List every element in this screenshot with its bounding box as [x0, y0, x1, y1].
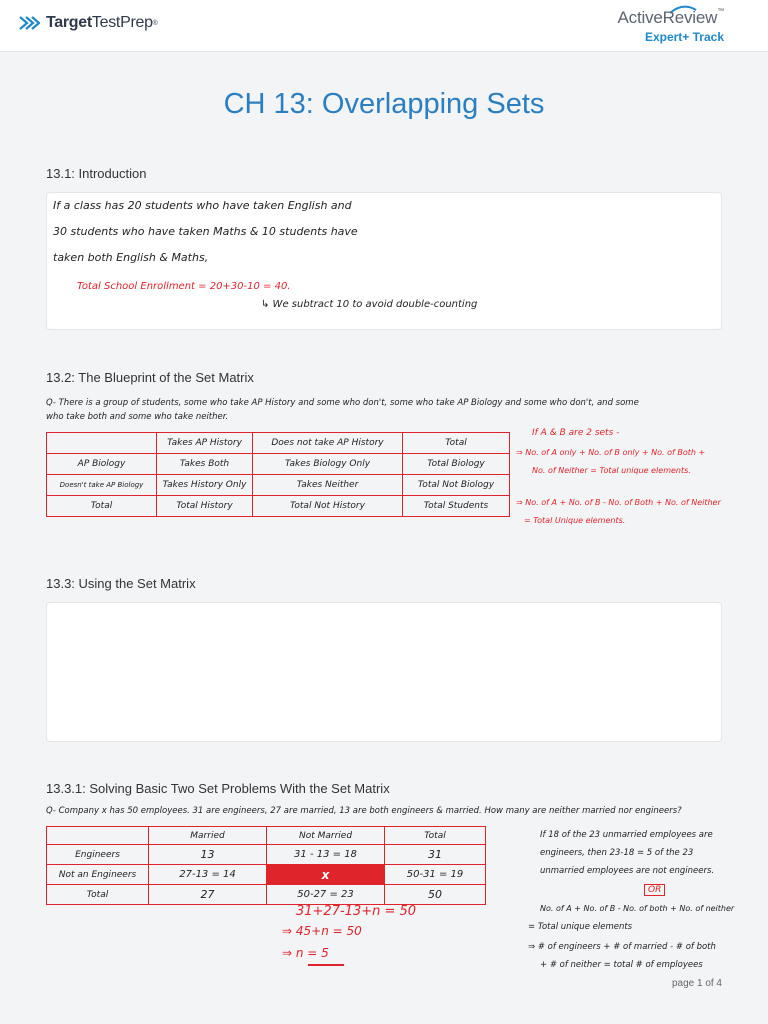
page-title: CH 13: Overlapping Sets	[223, 88, 545, 120]
table-cell: Not an Engineers	[47, 865, 149, 885]
problem-question: Q- Company x has 50 employees. 31 are engineers, 27 are married, 13 are both engineers & married. How many are neither married nor engineers?	[46, 806, 682, 816]
blueprint-question-cont: who take both and some who take neither.	[46, 412, 229, 422]
answer-underline	[308, 964, 344, 966]
target-testprep-logo[interactable]	[18, 14, 158, 32]
section-title-blueprint: 13.2: The Blueprint of the Set Matrix	[46, 370, 254, 385]
table-row	[47, 475, 510, 496]
product-name: ActiveReview	[617, 8, 718, 27]
table-cell: Takes Biology Only	[253, 454, 403, 475]
side-note-6: ⇒ # of engineers + # of married - # of both	[528, 942, 716, 952]
table-row	[47, 433, 510, 454]
table-cell: 27	[149, 885, 267, 905]
blueprint-note-2: ⇒ No. of A only + No. of B only + No. of Both +	[516, 448, 706, 457]
table-row	[47, 496, 510, 517]
blueprint-question: Q- There is a group of students, some who take AP History and some who don't, some who take AP Biology and some who don't, and some	[46, 398, 639, 408]
table-cell	[47, 433, 157, 454]
intro-line-3: taken both English & Maths,	[53, 251, 209, 264]
table-cell: 50-31 = 19	[385, 865, 486, 885]
blueprint-note-5: = Total Unique elements.	[524, 516, 626, 525]
table-cell: Takes Neither	[253, 475, 403, 496]
logo-testprep-text: TestPrep	[91, 14, 153, 31]
using-matrix-card	[46, 602, 722, 742]
table-cell: AP Biology	[47, 454, 157, 475]
equation-2: ⇒ 45+n = 50	[282, 924, 362, 938]
table-cell: 31	[385, 845, 486, 865]
side-note-7: + # of neither = total # of employees	[540, 960, 703, 970]
table-cell: Total Not History	[253, 496, 403, 517]
table-cell: Not Married	[267, 827, 385, 845]
logo-target-text: Target	[46, 14, 92, 31]
table-cell: Takes AP History	[157, 433, 253, 454]
table-row	[47, 885, 486, 905]
table-cell: Married	[149, 827, 267, 845]
side-note-5: = Total unique elements	[528, 922, 633, 932]
active-review-logo	[618, 8, 724, 44]
intro-line-1: If a class has 20 students who have taken English and	[53, 199, 352, 212]
track-label: Expert+ Track	[644, 30, 724, 44]
side-note-3: unmarried employees are not engineers.	[540, 866, 715, 876]
page-indicator: page 1 of 4	[671, 978, 722, 989]
table-cell: 13	[149, 845, 267, 865]
table-cell: Total Not Biology	[403, 475, 510, 496]
table-cell: 50-27 = 23	[267, 885, 385, 905]
chevrons-logo-icon	[18, 15, 40, 31]
header	[0, 0, 768, 52]
side-note-or: OR	[644, 884, 665, 896]
section-title-two-set-problems: 13.3.1: Solving Basic Two Set Problems With the Set Matrix	[46, 781, 390, 796]
blueprint-note-1: If A & B are 2 sets -	[532, 428, 620, 438]
table-cell: Engineers	[47, 845, 149, 865]
table-cell: Takes History Only	[157, 475, 253, 496]
table-cell: Total Students	[403, 496, 510, 517]
table-cell	[47, 827, 149, 845]
intro-total-enrollment: Total School Enrollment = 20+30-10 = 40.	[77, 281, 291, 292]
table-cell: 31 - 13 = 18	[267, 845, 385, 865]
problem-table	[46, 826, 486, 905]
table-row	[47, 845, 486, 865]
table-cell: Takes Both	[157, 454, 253, 475]
equation-1: 31+27-13+n = 50	[296, 904, 417, 919]
two-set-problem-card	[46, 800, 768, 976]
unknown-cell: x	[267, 865, 385, 885]
table-cell: Total	[403, 433, 510, 454]
table-cell: 50	[385, 885, 486, 905]
table-cell: Total History	[157, 496, 253, 517]
intro-double-count-note: ↳ We subtract 10 to avoid double-counting	[261, 299, 478, 310]
table-cell: Total	[47, 496, 157, 517]
table-row	[47, 827, 486, 845]
table-cell: Doesn't take AP Biology	[47, 475, 157, 496]
intro-line-2: 30 students who have taken Maths & 10 students have	[53, 225, 358, 238]
table-cell: Total Biology	[403, 454, 510, 475]
blueprint-table	[46, 432, 510, 517]
blueprint-card	[46, 392, 768, 538]
side-note-4: No. of A + No. of B - No. of both + No. of neither	[540, 904, 735, 913]
trademark-mark: ™	[717, 8, 724, 15]
logo-registered-mark: ®	[152, 19, 158, 27]
table-row	[47, 454, 510, 475]
blueprint-note-3: No. of Neither = Total unique elements.	[532, 466, 691, 475]
section-title-introduction: 13.1: Introduction	[46, 166, 147, 181]
table-cell: 27-13 = 14	[149, 865, 267, 885]
table-cell: Total	[47, 885, 149, 905]
equation-answer: ⇒ n = 5	[282, 946, 329, 960]
table-cell: Total	[385, 827, 486, 845]
section-title-using-matrix: 13.3: Using the Set Matrix	[46, 576, 196, 591]
side-note-2: engineers, then 23-18 = 5 of the 23	[540, 848, 694, 858]
side-note-1: If 18 of the 23 unmarried employees are	[540, 830, 713, 840]
table-cell: Does not take AP History	[253, 433, 403, 454]
blueprint-note-4: ⇒ No. of A + No. of B - No. of Both + No. of Neither	[516, 498, 721, 507]
introduction-card	[46, 192, 722, 330]
table-row	[47, 865, 486, 885]
